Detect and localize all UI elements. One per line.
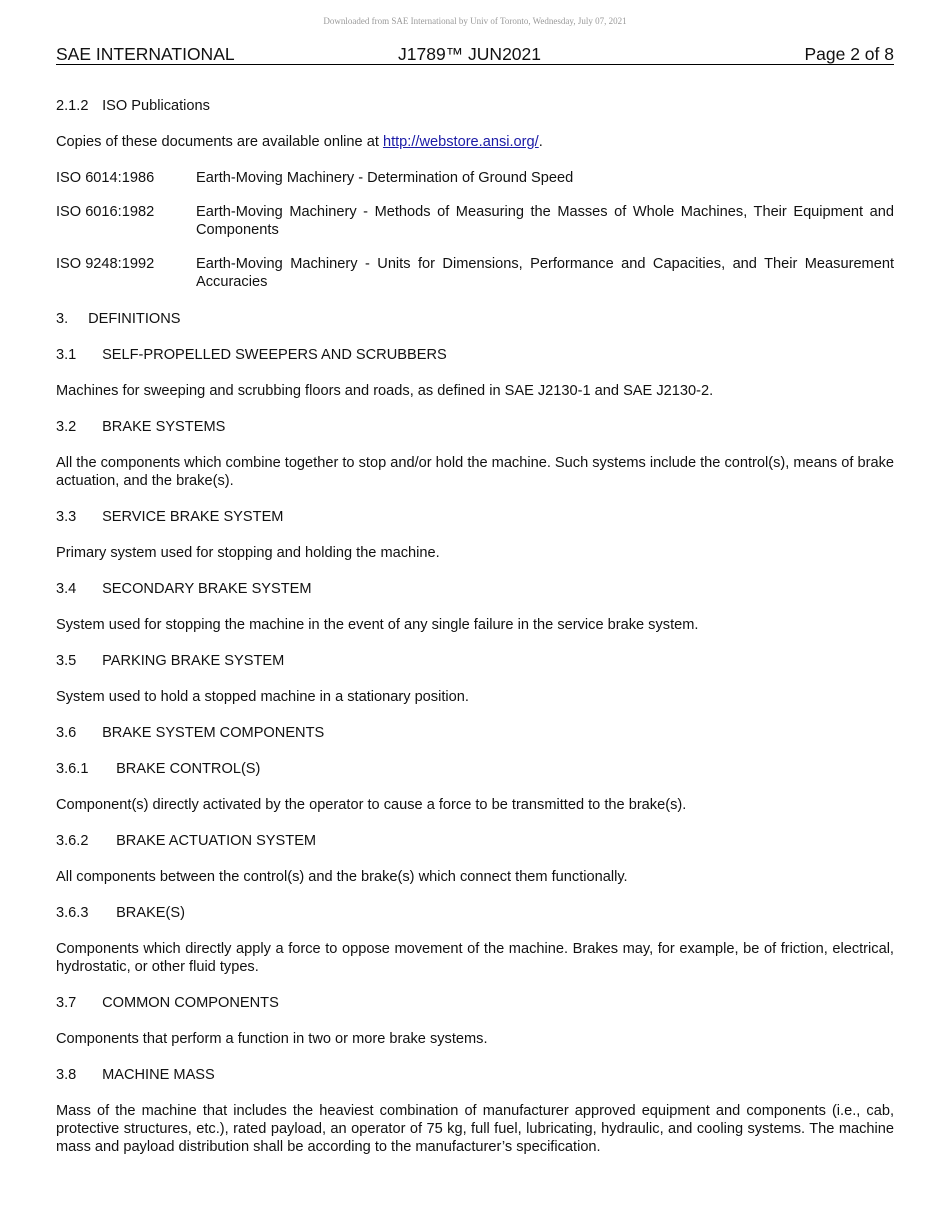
download-watermark: Downloaded from SAE International by Univ of Toronto, Wednesday, July 07, 2021	[323, 16, 627, 26]
definition-heading-3-6-3	[56, 904, 894, 922]
section-title: DEFINITIONS	[88, 311, 181, 327]
section-number: 3.6.2	[56, 833, 89, 849]
ansi-webstore-link[interactable]: http://webstore.ansi.org/	[382, 134, 539, 150]
reference-code: ISO 9248:1992	[56, 256, 155, 272]
header-org: SAE INTERNATIONAL	[56, 44, 235, 64]
intro-suffix: .	[538, 134, 543, 150]
section-number: 3.4	[56, 581, 77, 597]
reference-title: Earth-Moving Machinery - Methods of Measuring the Masses of Whole Machines, Their Equipment and Components	[196, 204, 894, 238]
reference-item	[56, 255, 894, 291]
definition-heading-3-6	[56, 724, 894, 742]
reference-title: Earth-Moving Machinery - Determination of Ground Speed	[196, 170, 574, 186]
section-title: ISO Publications	[102, 98, 210, 114]
reference-title: Earth-Moving Machinery - Units for Dimensions, Performance and Capacities, and Their Measurement Accuracies	[196, 256, 894, 290]
definition-text: Machines for sweeping and scrubbing floors and roads, as defined in SAE J2130-1 and SAE J2130-2.	[56, 383, 714, 399]
section-title: BRAKE ACTUATION SYSTEM	[116, 833, 317, 849]
section-title: BRAKE SYSTEM COMPONENTS	[102, 725, 325, 741]
section-number: 3.1	[56, 347, 77, 363]
section-number: 3.6	[56, 725, 77, 741]
definition-heading-3-6-1	[56, 760, 894, 778]
reference-item	[56, 203, 894, 239]
reference-item	[56, 169, 894, 187]
section-number: 3.6.3	[56, 905, 89, 921]
definition-heading-3-2	[56, 418, 894, 436]
section-title: SECONDARY BRAKE SYSTEM	[102, 581, 312, 597]
definition-heading-3-7	[56, 994, 894, 1012]
section-number: 2.1.2	[56, 98, 89, 114]
section-number: 3.2	[56, 419, 77, 435]
section-title: SERVICE BRAKE SYSTEM	[102, 509, 284, 525]
document-body	[56, 97, 894, 1174]
definition-text: Primary system used for stopping and holding the machine.	[56, 545, 440, 561]
header-doc-id: J1789™ JUN2021	[398, 44, 541, 64]
section-number: 3.5	[56, 653, 77, 669]
section-number: 3.3	[56, 509, 77, 525]
section-number: 3.6.1	[56, 761, 89, 777]
header-page-number: Page 2 of 8	[804, 44, 894, 64]
definition-text: System used to hold a stopped machine in a stationary position.	[56, 689, 469, 705]
section-title: BRAKE(S)	[116, 905, 185, 921]
iso-intro-paragraph	[56, 133, 894, 151]
section-number: 3.	[56, 311, 69, 327]
section-heading-3	[56, 310, 894, 328]
reference-code: ISO 6014:1986	[56, 170, 155, 186]
definition-heading-3-8	[56, 1066, 894, 1084]
section-number: 3.8	[56, 1067, 77, 1083]
definition-text: All components between the control(s) and the brake(s) which connect them functionally.	[56, 869, 628, 885]
section-title: PARKING BRAKE SYSTEM	[102, 653, 285, 669]
definition-text: System used for stopping the machine in the event of any single failure in the service brake system.	[56, 617, 699, 633]
definition-text: All the components which combine together to stop and/or hold the machine. Such systems include the control(s), means of brake actuation, and the brake(s).	[56, 455, 894, 489]
section-title: BRAKE CONTROL(S)	[116, 761, 261, 777]
definition-text: Components which directly apply a force to oppose movement of the machine. Brakes may, for example, be of friction, electrical, hydrostatic, or other fluid types.	[56, 941, 894, 975]
definition-text: Mass of the machine that includes the heaviest combination of manufacturer approved equipment and components (i.e., cab, protective structures, etc.), rated payload, an operator of 75 kg, full fuel, lubricating, hydraulic, and cooling systems. The machine mass and payload distribution shall be according to the manufacturer’s specification.	[56, 1103, 894, 1155]
intro-text: Copies of these documents are available online at	[56, 134, 383, 150]
definition-text: Component(s) directly activated by the operator to cause a force to be transmitted to the brake(s).	[56, 797, 687, 813]
definition-heading-3-6-2	[56, 832, 894, 850]
reference-code: ISO 6016:1982	[56, 204, 155, 220]
definition-heading-3-1	[56, 346, 894, 364]
section-number: 3.7	[56, 995, 77, 1011]
section-title: BRAKE SYSTEMS	[102, 419, 226, 435]
section-heading-2-1-2	[56, 97, 894, 115]
page-header	[56, 44, 894, 65]
definition-heading-3-3	[56, 508, 894, 526]
definition-text: Components that perform a function in two or more brake systems.	[56, 1031, 488, 1047]
section-title: COMMON COMPONENTS	[102, 995, 279, 1011]
definition-heading-3-5	[56, 652, 894, 670]
section-title: SELF-PROPELLED SWEEPERS AND SCRUBBERS	[102, 347, 447, 363]
definition-heading-3-4	[56, 580, 894, 598]
section-title: MACHINE MASS	[102, 1067, 215, 1083]
